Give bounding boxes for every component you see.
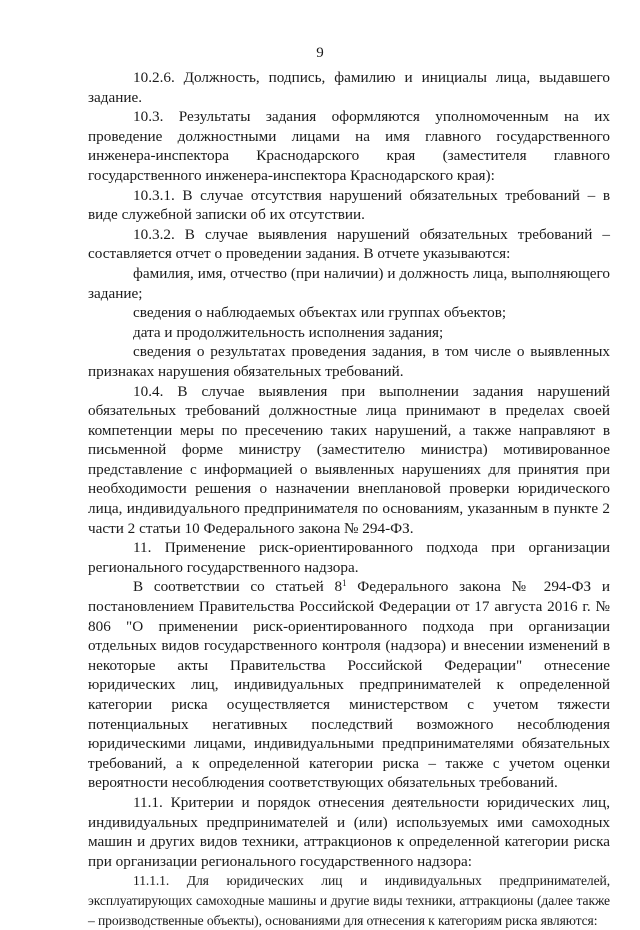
section-11-heading: 11. Применение риск-ориентированного подхода при организации регионального государственного надзора. [88,539,610,576]
article-superscript: 1 [342,578,347,589]
paragraph-article-8-1-start: В соответствии со статьей 8 [133,578,343,596]
report-item-name: фамилия, имя, отчество (при наличии) и должность лица, выполняющего задание; [88,264,610,302]
page-number: 9 [316,45,324,61]
paragraph-10-4: 10.4. В случае выявления при выполнении задания нарушений обязательных требований должностные лица принимают в пределах своей компетенции меры по пресечению таких нарушений, а также направляют в письменной форме министру (заместителю министра) мотивированное представление с информацией о выявленных нарушениях для принятия при необходимости решения о назначении внеплановой проверки юридического лица, индивидуального предпринимателя по основаниям, указанным в пункте 2 части 2 статьи 10 Федерального закона № 294-ФЗ. [88,382,610,537]
paragraph-article-8-1-rest: Федерального закона № 294-ФЗ и постановлением Правительства Российской Федерации от 17 августа 2016 г. № 806 "О применении риск-ориентированного подхода при организации отдельных видов государственного контроля (надзора) и внесении изменений в некоторые акты Правительства Российской Федерации" отнесение юридических лиц, индивидуальных предпринимателей к определенной категории риска осуществляется министерством с учетом тяжести потенциальных негативных последствий возможного несоблюдения юридическими лицами, индивидуальными предпринимателями обязательных требований, а к определенной категории риска – также с учетом оценки вероятности несоблюдения соответствующих обязательных требований. [88,578,610,792]
paragraph-10-3-1: 10.3.1. В случае отсутствия нарушений обязательных требований – в виде служебной записки об их отсутствии. [88,186,610,224]
paragraph-article-8-1 [88,577,610,793]
paragraph-11-1: 11.1. Критерии и порядок отнесения деятельности юридических лиц, индивидуальных предпринимателей и (или) используемых ими самоходных машин и других видов техники, аттракционов к определенной категории риска при организации регионального государственного надзора: [88,793,610,870]
report-item-date: дата и продолжительность исполнения задания; [133,323,444,341]
report-item-results: сведения о результатах проведения задания, в том числе о выявленных признаках нарушения обязательных требований. [88,343,610,380]
report-item-objects: сведения о наблюдаемых объектах или группах объектов; [133,304,507,322]
paragraph-10-2-6: 10.2.6. Должность, подпись, фамилию и инициалы лица, выдавшего задание. [88,69,610,106]
paragraph-11-1-1: 11.1.1. Для юридических лиц и индивидуальных предпринимателей, эксплуатирующих самоходные машины и другие виды техники, аттракционы (далее также – производственные объекты), основаниями для отнесения к категориям риска являются: [88,873,610,928]
document-body [88,68,610,930]
paragraph-10-3: 10.3. Результаты задания оформляются уполномоченным на их проведение должностными лицами на имя главного государственного инженера-инспектора Краснодарского края (заместителя главного государственного инженера-инспектора Краснодарского края): [88,108,610,184]
paragraph-10-3-2: 10.3.2. В случае выявления нарушений обязательных требований – составляется отчет о проведении задания. В отчете указываются: [88,225,610,263]
